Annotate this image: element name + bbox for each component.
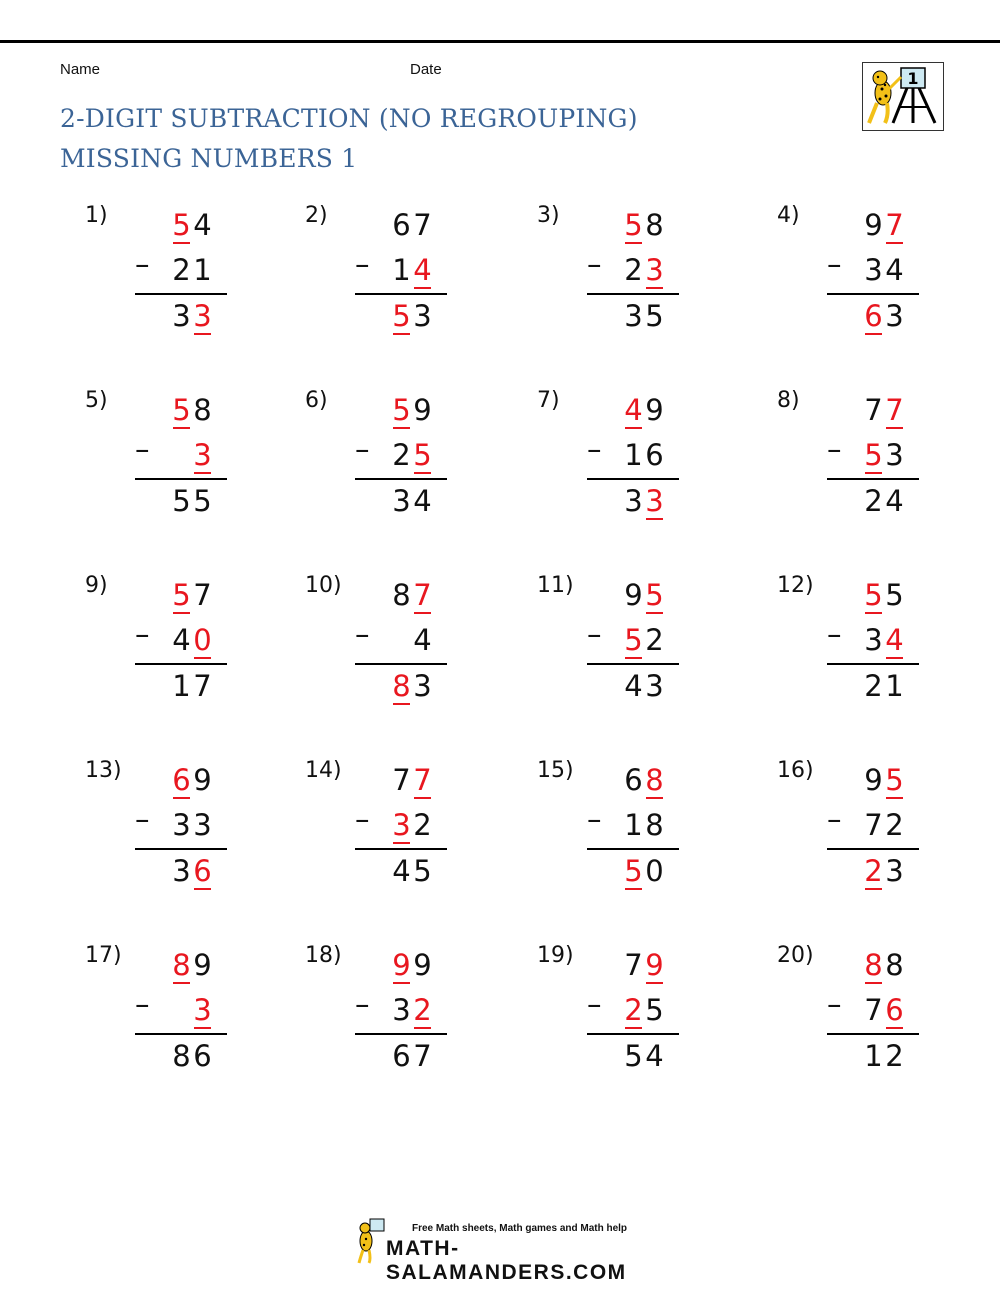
digit: 5 xyxy=(624,1039,643,1073)
subtrahend xyxy=(624,807,664,843)
digit: 4 xyxy=(392,854,411,888)
problem-2 xyxy=(305,203,465,353)
missing-digit: 3 xyxy=(193,993,212,1027)
digit: 5 xyxy=(172,484,191,518)
digit: 7 xyxy=(193,578,212,612)
digit: 1 xyxy=(193,253,212,287)
missing-digit: 8 xyxy=(392,669,411,703)
answer-line xyxy=(355,478,447,480)
problem-number: 17) xyxy=(85,943,122,968)
problem-number: 7) xyxy=(537,388,560,413)
difference xyxy=(172,298,212,334)
answer-line xyxy=(827,663,919,665)
minus-sign: – xyxy=(587,802,602,836)
problem-6 xyxy=(305,388,465,538)
minuend xyxy=(392,947,432,983)
problem-number: 11) xyxy=(537,573,574,598)
digit: 8 xyxy=(193,393,212,427)
missing-digit: 9 xyxy=(392,948,411,982)
digit: 9 xyxy=(645,393,664,427)
digit: 3 xyxy=(413,669,432,703)
missing-digit: 2 xyxy=(864,854,883,888)
digit: 3 xyxy=(413,299,432,333)
difference xyxy=(392,298,432,334)
digit: 2 xyxy=(864,484,883,518)
digit: 4 xyxy=(885,253,904,287)
problem-number: 18) xyxy=(305,943,342,968)
problem-number: 1) xyxy=(85,203,108,228)
minus-sign: – xyxy=(587,987,602,1021)
minuend xyxy=(864,577,904,613)
difference xyxy=(172,668,212,704)
minuend xyxy=(172,392,212,428)
answer-line xyxy=(587,848,679,850)
minuend xyxy=(392,207,432,243)
digit: 3 xyxy=(624,299,643,333)
minus-sign: – xyxy=(135,247,150,281)
problem-number: 4) xyxy=(777,203,800,228)
difference xyxy=(864,483,904,519)
digit: 4 xyxy=(413,484,432,518)
missing-digit: 5 xyxy=(172,578,191,612)
problem-number: 19) xyxy=(537,943,574,968)
answer-line xyxy=(135,478,227,480)
difference xyxy=(864,668,904,704)
minus-sign: – xyxy=(355,802,370,836)
digit: 9 xyxy=(413,393,432,427)
digit: 3 xyxy=(172,808,191,842)
subtrahend xyxy=(172,252,212,288)
minuend xyxy=(392,577,432,613)
problem-14 xyxy=(305,758,465,908)
missing-digit: 0 xyxy=(193,623,212,657)
digit: 4 xyxy=(624,669,643,703)
problem-7 xyxy=(537,388,697,538)
missing-digit: 5 xyxy=(864,438,883,472)
difference xyxy=(624,298,664,334)
digit: 1 xyxy=(624,438,643,472)
digit: 5 xyxy=(645,993,664,1027)
digit: 3 xyxy=(885,299,904,333)
missing-digit: 6 xyxy=(864,299,883,333)
missing-digit: 6 xyxy=(172,763,191,797)
problem-10 xyxy=(305,573,465,723)
minuend xyxy=(624,207,664,243)
missing-digit: 6 xyxy=(193,854,212,888)
digit: 1 xyxy=(392,253,411,287)
salamander-teacher-icon xyxy=(863,63,943,130)
answer-line xyxy=(587,293,679,295)
subtrahend xyxy=(864,622,904,658)
digit: 3 xyxy=(392,993,411,1027)
problem-12 xyxy=(777,573,937,723)
minus-sign: – xyxy=(355,617,370,651)
missing-digit: 4 xyxy=(624,393,643,427)
problem-number: 15) xyxy=(537,758,574,783)
missing-digit: 5 xyxy=(413,438,432,472)
problem-number: 16) xyxy=(777,758,814,783)
minuend xyxy=(624,392,664,428)
problem-5 xyxy=(85,388,245,538)
minus-sign: – xyxy=(827,432,842,466)
digit: 4 xyxy=(172,623,191,657)
difference xyxy=(864,853,904,889)
digit: 7 xyxy=(624,948,643,982)
difference xyxy=(624,483,664,519)
footer-branding xyxy=(356,1217,646,1284)
digit: 7 xyxy=(392,763,411,797)
problem-number: 12) xyxy=(777,573,814,598)
difference xyxy=(624,668,664,704)
problem-number: 5) xyxy=(85,388,108,413)
digit: 2 xyxy=(885,808,904,842)
minus-sign: – xyxy=(827,987,842,1021)
answer-line xyxy=(355,663,447,665)
missing-digit: 4 xyxy=(885,623,904,657)
subtrahend xyxy=(392,992,432,1028)
missing-digit: 7 xyxy=(413,578,432,612)
subtrahend xyxy=(864,807,904,843)
digit: 7 xyxy=(413,208,432,242)
problem-9 xyxy=(85,573,245,723)
answer-line xyxy=(355,293,447,295)
subtrahend xyxy=(624,437,664,473)
subtrahend xyxy=(172,807,212,843)
problem-3 xyxy=(537,203,697,353)
minus-sign: – xyxy=(827,247,842,281)
digit: 4 xyxy=(645,1039,664,1073)
digit: 4 xyxy=(413,623,432,657)
digit: 2 xyxy=(885,1039,904,1073)
digit: 9 xyxy=(193,763,212,797)
digit: 5 xyxy=(193,484,212,518)
problem-number: 20) xyxy=(777,943,814,968)
minus-sign: – xyxy=(827,802,842,836)
minus-sign: – xyxy=(587,247,602,281)
digit: 7 xyxy=(864,808,883,842)
subtrahend xyxy=(864,437,904,473)
answer-line xyxy=(355,1033,447,1035)
answer-line xyxy=(355,848,447,850)
answer-line xyxy=(135,663,227,665)
digit: 3 xyxy=(624,484,643,518)
digit: 2 xyxy=(864,669,883,703)
subtrahend xyxy=(624,622,664,658)
problem-1 xyxy=(85,203,245,353)
digit: 5 xyxy=(885,578,904,612)
subtrahend xyxy=(392,252,432,288)
missing-digit: 3 xyxy=(193,299,212,333)
problem-15 xyxy=(537,758,697,908)
digit: 1 xyxy=(885,669,904,703)
minus-sign: – xyxy=(135,432,150,466)
subtrahend xyxy=(172,437,212,473)
name-label: Name xyxy=(60,61,101,78)
minuend xyxy=(392,392,432,428)
missing-digit: 7 xyxy=(413,763,432,797)
missing-digit: 5 xyxy=(885,763,904,797)
missing-digit: 5 xyxy=(392,299,411,333)
minus-sign: – xyxy=(135,617,150,651)
digit: 3 xyxy=(885,438,904,472)
digit: 7 xyxy=(193,669,212,703)
difference xyxy=(172,853,212,889)
problem-4 xyxy=(777,203,937,353)
missing-digit: 3 xyxy=(392,808,411,842)
minuend xyxy=(864,207,904,243)
digit: 6 xyxy=(193,1039,212,1073)
difference xyxy=(172,483,212,519)
digit: 6 xyxy=(392,1039,411,1073)
subtrahend xyxy=(172,992,212,1028)
minuend xyxy=(392,762,432,798)
digit: 9 xyxy=(864,763,883,797)
answer-line xyxy=(827,293,919,295)
answer-line xyxy=(827,848,919,850)
problem-number: 14) xyxy=(305,758,342,783)
answer-line xyxy=(587,1033,679,1035)
digit: 0 xyxy=(645,854,664,888)
missing-digit: 7 xyxy=(885,208,904,242)
digit: 2 xyxy=(413,808,432,842)
problem-13 xyxy=(85,758,245,908)
missing-digit: 5 xyxy=(624,208,643,242)
digit: 7 xyxy=(413,1039,432,1073)
missing-digit: 9 xyxy=(645,948,664,982)
problem-16 xyxy=(777,758,937,908)
digit: 9 xyxy=(193,948,212,982)
problem-20 xyxy=(777,943,937,1093)
missing-digit: 5 xyxy=(645,578,664,612)
minus-sign: – xyxy=(355,247,370,281)
digit: 9 xyxy=(413,948,432,982)
missing-digit: 5 xyxy=(392,393,411,427)
digit: 3 xyxy=(172,854,191,888)
answer-line xyxy=(135,848,227,850)
footer-tagline: Free Math sheets, Math games and Math help xyxy=(412,1223,628,1234)
subtrahend xyxy=(392,622,432,658)
digit: 6 xyxy=(645,438,664,472)
missing-digit: 5 xyxy=(624,854,643,888)
minuend xyxy=(864,392,904,428)
missing-digit: 8 xyxy=(864,948,883,982)
date-label: Date xyxy=(410,61,442,78)
digit: 8 xyxy=(885,948,904,982)
digit: 8 xyxy=(645,208,664,242)
minuend xyxy=(172,762,212,798)
digit: 6 xyxy=(392,208,411,242)
missing-digit: 5 xyxy=(172,208,191,242)
difference xyxy=(172,1038,212,1074)
difference xyxy=(392,483,432,519)
missing-digit: 2 xyxy=(624,993,643,1027)
missing-digit: 7 xyxy=(885,393,904,427)
digit: 8 xyxy=(172,1039,191,1073)
minuend xyxy=(624,947,664,983)
answer-line xyxy=(827,1033,919,1035)
missing-digit: 3 xyxy=(645,253,664,287)
digit: 3 xyxy=(645,669,664,703)
missing-digit: 2 xyxy=(413,993,432,1027)
difference xyxy=(624,853,664,889)
subtrahend xyxy=(624,992,664,1028)
answer-line xyxy=(587,663,679,665)
problem-18 xyxy=(305,943,465,1093)
subtrahend xyxy=(392,807,432,843)
footer-site-name[interactable]: MATH-SALAMANDERS.COM xyxy=(386,1237,627,1284)
minus-sign: – xyxy=(135,802,150,836)
problem-number: 10) xyxy=(305,573,342,598)
digit: 1 xyxy=(864,1039,883,1073)
missing-digit: 8 xyxy=(645,763,664,797)
subtrahend xyxy=(624,252,664,288)
missing-digit: 8 xyxy=(172,948,191,982)
problem-number: 2) xyxy=(305,203,328,228)
digit: 7 xyxy=(864,993,883,1027)
digit: 3 xyxy=(864,623,883,657)
digit: 9 xyxy=(624,578,643,612)
missing-digit: 5 xyxy=(864,578,883,612)
grade-badge: 1 xyxy=(907,69,919,88)
difference xyxy=(864,1038,904,1074)
grade-logo xyxy=(862,62,944,131)
top-rule xyxy=(0,40,1000,43)
problem-19 xyxy=(537,943,697,1093)
digit: 7 xyxy=(864,393,883,427)
digit: 1 xyxy=(624,808,643,842)
difference xyxy=(864,298,904,334)
digit: 9 xyxy=(864,208,883,242)
digit: 4 xyxy=(885,484,904,518)
missing-digit: 5 xyxy=(172,393,191,427)
digit: 2 xyxy=(172,253,191,287)
digit: 2 xyxy=(392,438,411,472)
answer-line xyxy=(587,478,679,480)
digit: 3 xyxy=(885,854,904,888)
digit: 8 xyxy=(392,578,411,612)
missing-digit: 3 xyxy=(193,438,212,472)
minus-sign: – xyxy=(587,617,602,651)
minus-sign: – xyxy=(355,987,370,1021)
digit: 3 xyxy=(172,299,191,333)
problem-number: 3) xyxy=(537,203,560,228)
answer-line xyxy=(827,478,919,480)
minus-sign: – xyxy=(587,432,602,466)
subtrahend xyxy=(172,622,212,658)
difference xyxy=(392,1038,432,1074)
problem-8 xyxy=(777,388,937,538)
missing-digit: 6 xyxy=(885,993,904,1027)
minuend xyxy=(624,577,664,613)
problem-11 xyxy=(537,573,697,723)
difference xyxy=(392,668,432,704)
missing-digit: 3 xyxy=(645,484,664,518)
minuend xyxy=(172,577,212,613)
digit: 8 xyxy=(645,808,664,842)
missing-digit: 5 xyxy=(624,623,643,657)
answer-line xyxy=(135,293,227,295)
problem-17 xyxy=(85,943,245,1093)
difference xyxy=(624,1038,664,1074)
problem-number: 8) xyxy=(777,388,800,413)
minus-sign: – xyxy=(135,987,150,1021)
minuend xyxy=(864,947,904,983)
digit: 4 xyxy=(193,208,212,242)
digit: 3 xyxy=(392,484,411,518)
problem-number: 9) xyxy=(85,573,108,598)
digit: 3 xyxy=(864,253,883,287)
worksheet-subtitle: MISSING NUMBERS 1 xyxy=(60,144,358,173)
digit: 3 xyxy=(193,808,212,842)
minuend xyxy=(172,207,212,243)
problem-number: 6) xyxy=(305,388,328,413)
minus-sign: – xyxy=(355,432,370,466)
digit: 5 xyxy=(413,854,432,888)
problem-number: 13) xyxy=(85,758,122,783)
minuend xyxy=(624,762,664,798)
digit: 6 xyxy=(624,763,643,797)
salamander-logo-icon xyxy=(356,1217,386,1265)
answer-line xyxy=(135,1033,227,1035)
worksheet-title: 2-DIGIT SUBTRACTION (NO REGROUPING) xyxy=(60,104,638,133)
minus-sign: – xyxy=(827,617,842,651)
digit: 2 xyxy=(645,623,664,657)
digit: 5 xyxy=(645,299,664,333)
subtrahend xyxy=(392,437,432,473)
difference xyxy=(392,853,432,889)
missing-digit: 4 xyxy=(413,253,432,287)
minuend xyxy=(864,762,904,798)
subtrahend xyxy=(864,992,904,1028)
subtrahend xyxy=(864,252,904,288)
digit: 1 xyxy=(172,669,191,703)
digit: 2 xyxy=(624,253,643,287)
minuend xyxy=(172,947,212,983)
